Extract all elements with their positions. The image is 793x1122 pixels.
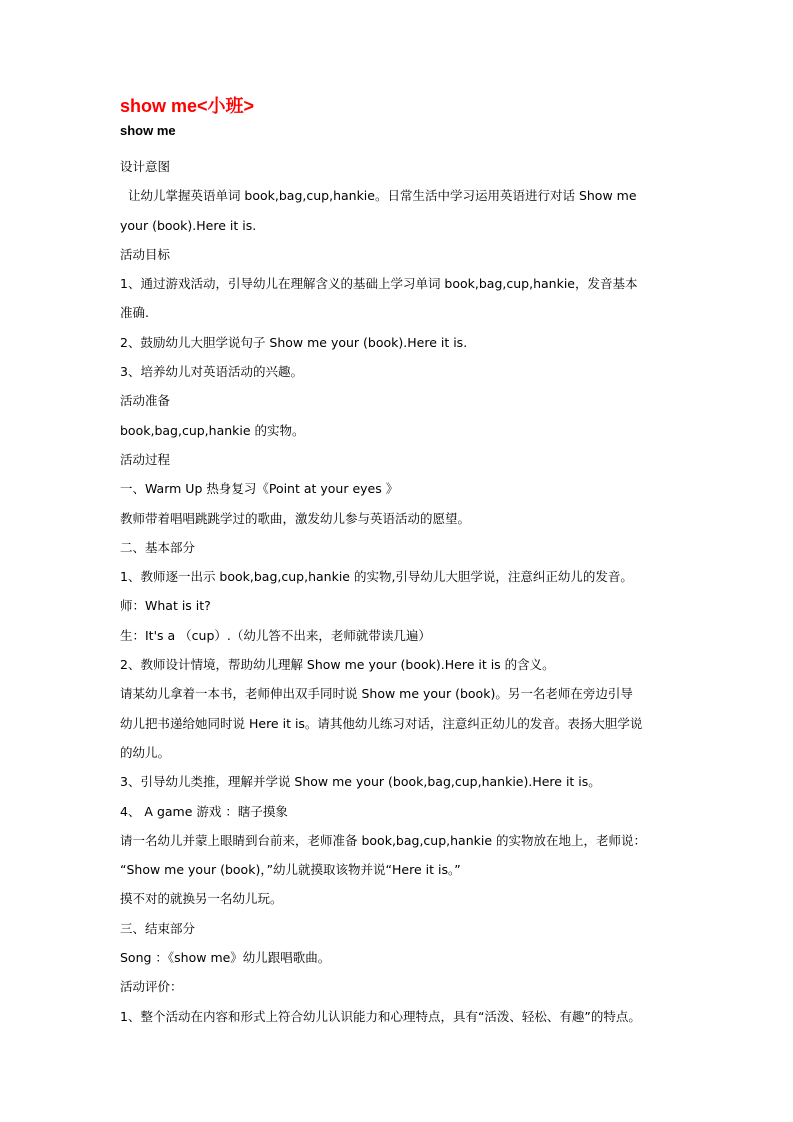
text-line: 活动过程 [120, 451, 171, 467]
text-line: your (book).Here it is. [120, 217, 257, 233]
document-body [120, 152, 680, 1031]
text-line: 二、基本部分 [120, 539, 196, 555]
text-line: 的幼儿。 [120, 744, 171, 760]
document-subtitle: show me [120, 123, 176, 138]
text-line: 幼儿把书递给她同时说 Here it is。请其他幼儿练习对话，注意纠正幼儿的发音。表扬大胆学说 [120, 715, 643, 731]
text-line: 1、教师逐一出示 book,bag,cup,hankie 的实物,引导幼儿大胆学说，注意纠正幼儿的发音。 [120, 569, 633, 585]
text-line: 三、结束部分 [120, 920, 196, 936]
text-line: 设计意图 [120, 159, 171, 174]
text-line: 活动目标 [120, 246, 171, 262]
text-line: 教师带着唱唱跳跳学过的歌曲，激发幼儿参与英语活动的愿望。 [120, 510, 471, 526]
text-line: 活动评价： [120, 979, 183, 995]
text-line: 准确. [120, 305, 149, 321]
document-title: show me<小班> [120, 96, 255, 116]
text-line: 请一名幼儿并蒙上眼睛到台前来，老师准备 book,bag,cup,hankie 的实物放在地上，老师说： [120, 832, 647, 848]
text-line: 3、培养幼儿对英语活动的兴趣。 [120, 364, 303, 380]
text-line: 活动准备 [120, 393, 171, 409]
text-line: 2、教师设计情境，帮助幼儿理解 Show me your (book).Here it is 的含义。 [120, 657, 555, 673]
text-line: 1、整个活动在内容和形式上符合幼儿认识能力和心理特点，具有“活泼、轻松、有趣”的特点。 [120, 1008, 641, 1024]
text-line: Song ：《show me》幼儿跟唱歌曲。 [120, 950, 331, 966]
text-line: 生：It's a （cup）.（幼儿答不出来，老师就带读几遍） [120, 627, 431, 643]
text-line: 4、 A game 游戏 ：瞎子摸象 [120, 803, 288, 819]
text-line: “Show me your (book)，”幼儿就摸取该物并说“Here it is。” [120, 862, 461, 878]
text-line: 1、通过游戏活动，引导幼儿在理解含义的基础上学习单词 book,bag,cup,hankie，发音基本 [120, 276, 638, 292]
text-line: book,bag,cup,hankie 的实物。 [120, 422, 305, 438]
text-line: 摸不对的就换另一名幼儿玩。 [120, 891, 283, 907]
text-line: 让幼儿掌握英语单词 book,bag,cup,hankie。日常生活中学习运用英语进行对话 Show me [120, 188, 637, 204]
document-page [120, 93, 680, 1031]
text-line: 3、引导幼儿类推，理解并学说 Show me your (book,bag,cup,hankie).Here it is。 [120, 774, 601, 790]
text-line: 请某幼儿拿着一本书，老师伸出双手同时说 Show me your (book)。另一名老师在旁边引导 [120, 686, 633, 702]
text-line: 师：What is it? [120, 598, 211, 614]
text-line: 2、鼓励幼儿大胆学说句子 Show me your (book).Here it is. [120, 334, 468, 350]
text-line: 一、Warm Up 热身复习《Point at your eyes 》 [120, 481, 399, 497]
